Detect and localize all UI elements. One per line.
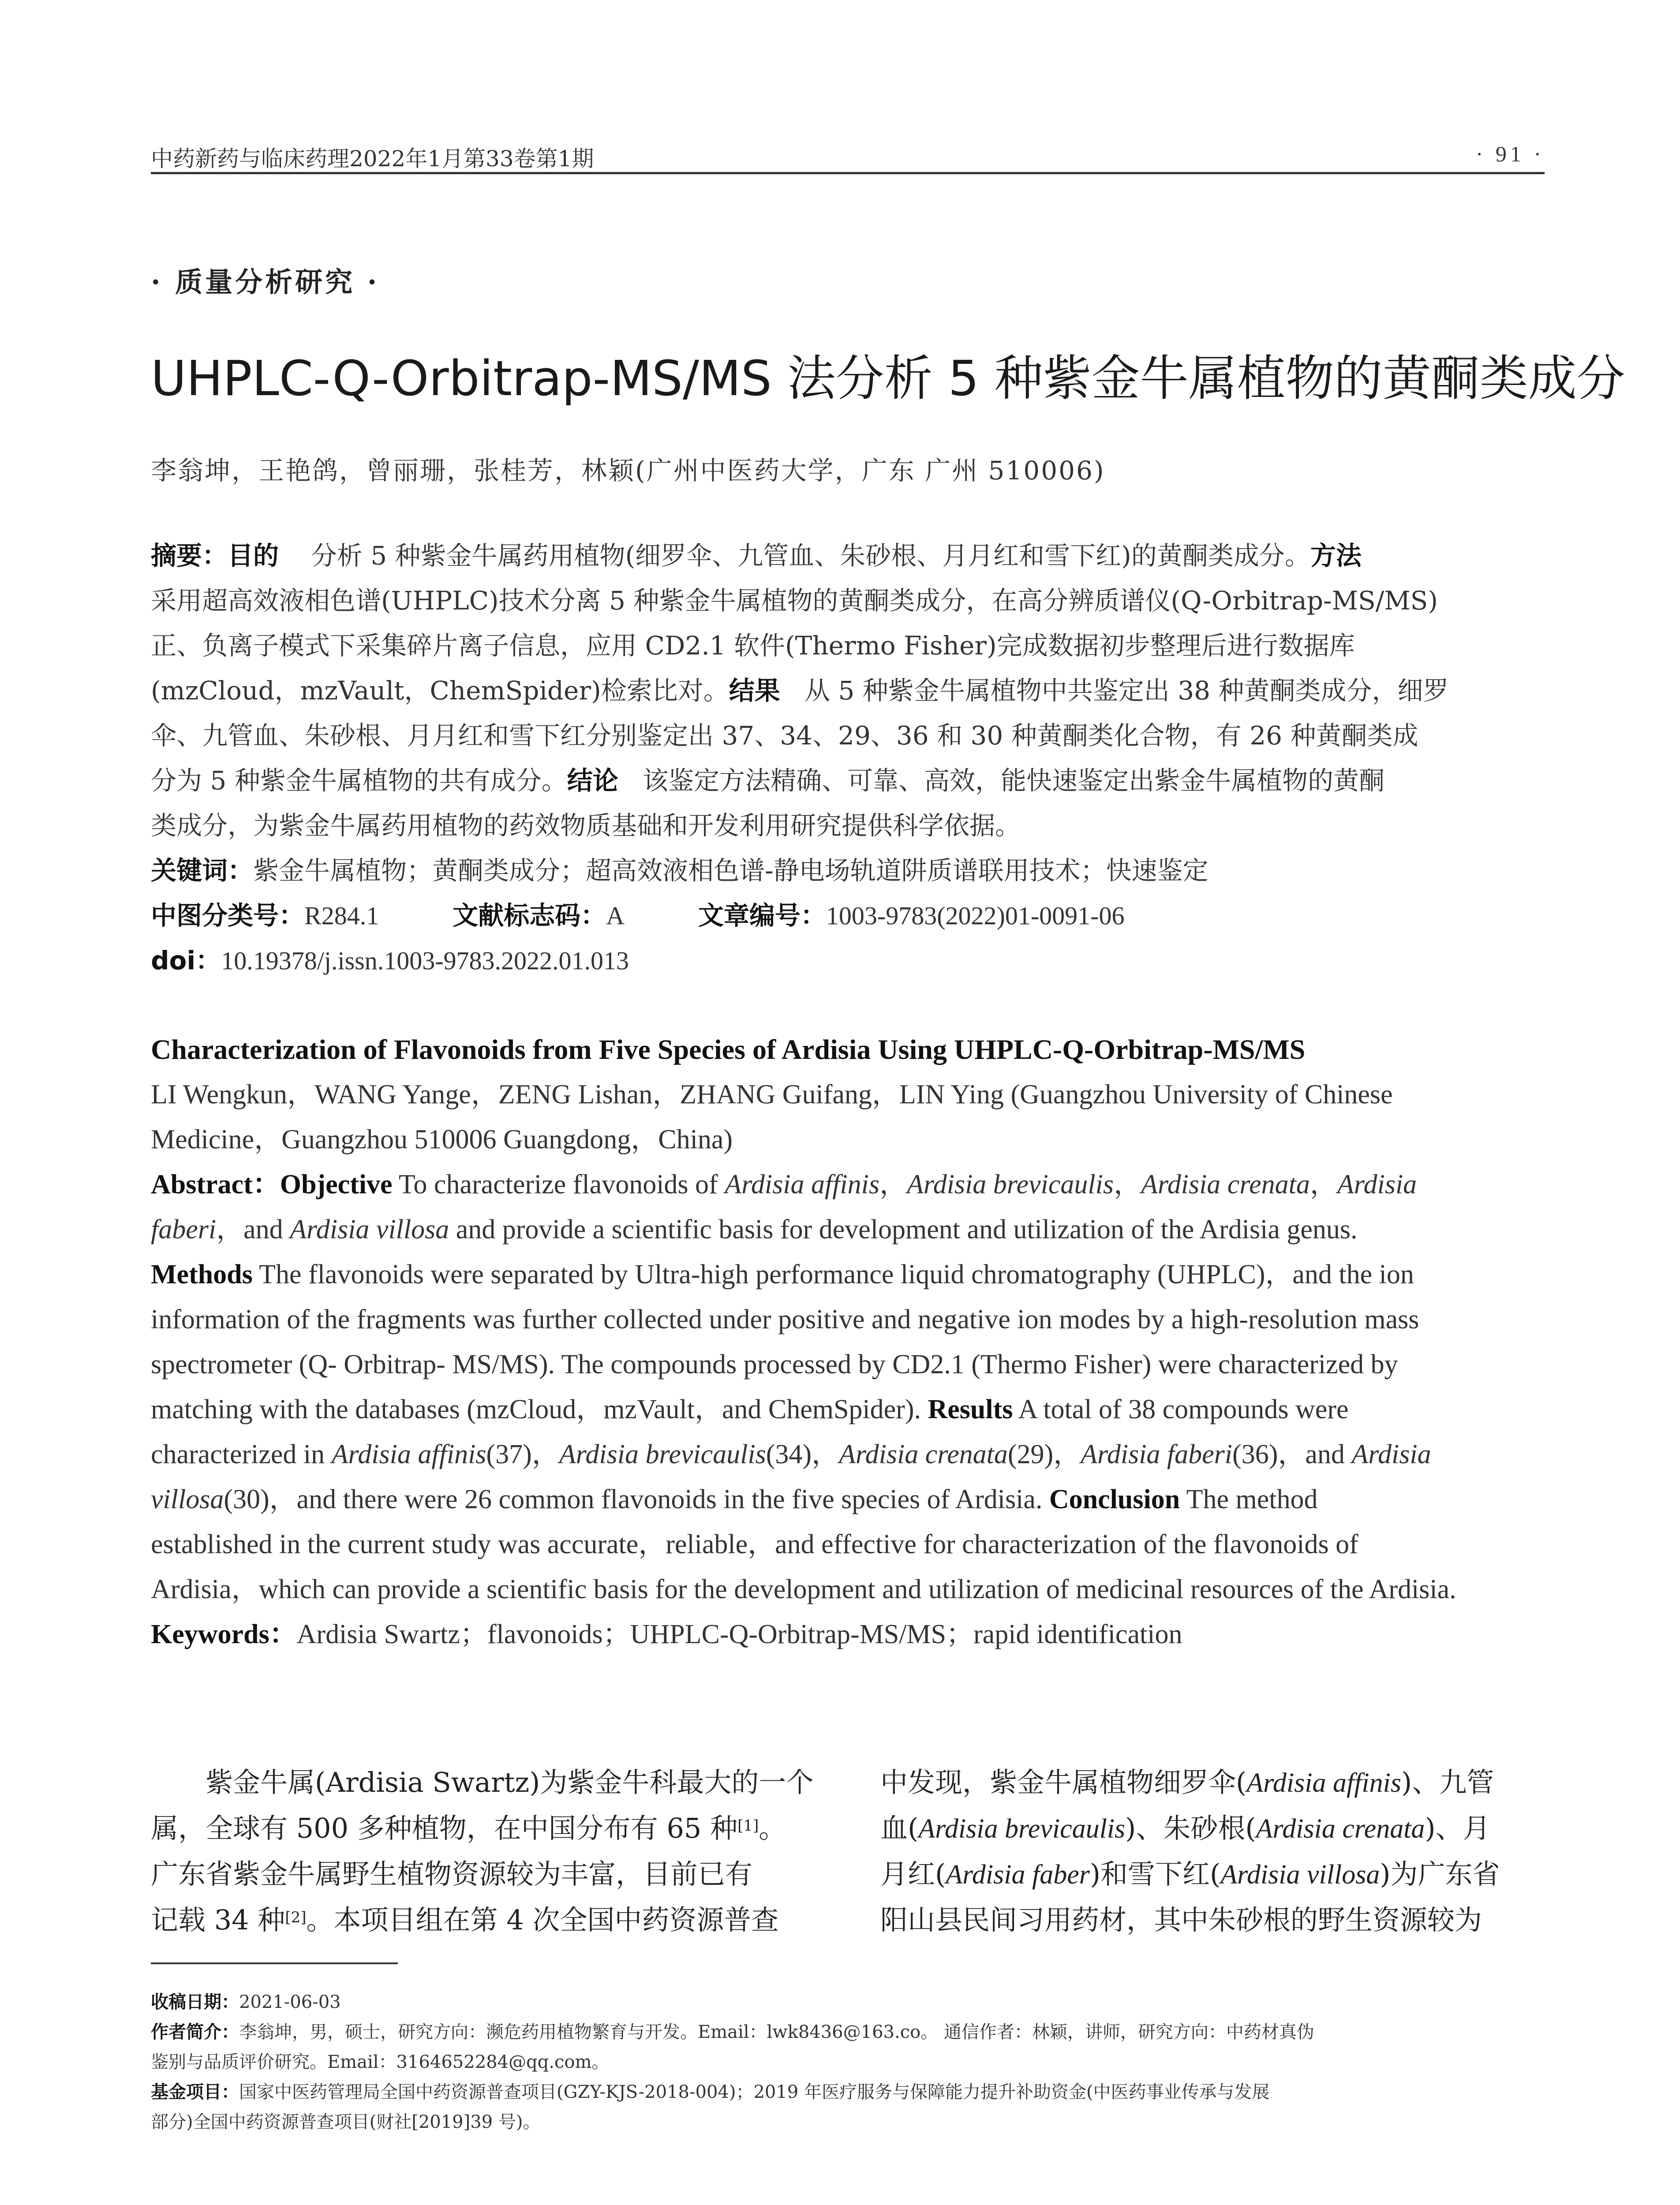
article-title: UHPLC-Q-Orbitrap-MS/MS 法分析 5 种紫金牛属植物的黄酮类成分 bbox=[151, 350, 1625, 407]
english-abstract-line-6: matching with the databases (mzCloud，mzVault，and ChemSpider). Results A total of 38 compounds were bbox=[151, 1394, 1349, 1424]
english-abstract-line-5: spectrometer (Q- Orbitrap- MS/MS). The compounds processed by CD2.1 (Thermo Fisher) were characterized by bbox=[151, 1349, 1398, 1379]
abstract-cn-line-7: 类成分，为紫金牛属药用植物的药效物质基础和开发利用研究提供科学依据。 bbox=[151, 811, 1021, 841]
english-title: Characterization of Flavonoids from Five Species of Ardisia Using UHPLC-Q-Orbitrap-MS/MS bbox=[151, 1034, 1306, 1065]
english-abstract-line-1: Abstract：Objective To characterize flavonoids of Ardisia affinis，Ardisia brevicaulis，Ardisia crenata，Ardisia bbox=[151, 1170, 1417, 1200]
footnote-author-line-2: 鉴别与品质评价研究。Email：3164652284@qq.com。 bbox=[151, 2052, 610, 2072]
abstract-cn-line-4: (mzCloud，mzVault，ChemSpider)检索比对。结果 从 5 种紫金牛属植物中共鉴定出 38 种黄酮类成分，细罗 bbox=[151, 676, 1449, 706]
running-head bbox=[151, 137, 1545, 172]
classification-line: 中图分类号：R284.1 文献标志码：A 文章编号：1003-9783(2022)01-0091-06 bbox=[151, 901, 1125, 931]
body-left-line-1: 紫金牛属(Ardisia Swartz)为紫金牛科最大的一个 bbox=[206, 1766, 814, 1798]
english-abstract-line-8: villosa(30)，and there were 26 common flavonoids in the five species of Ardisia. Conclusion The method bbox=[151, 1484, 1318, 1514]
body-right-line-3: 月红(Ardisia faber)和雪下红(Ardisia villosa)为广东省 bbox=[880, 1858, 1500, 1890]
body-left-line-2: 属，全球有 500 多种植物，在中国分布有 65 种[1]。 bbox=[151, 1812, 786, 1844]
english-authors-line-1: LI Wengkun，WANG Yange，ZENG Lishan，ZHANG Guifang，LIN Ying (Guangzhou University of Chinese bbox=[151, 1080, 1393, 1110]
authors-affiliation-cn: 李翁坤，王艳鸽，曾丽珊，张桂芳，林颖(广州中医药大学，广东 广州 510006) bbox=[151, 456, 1105, 486]
journal-issue: 中药新药与临床药理2022年1月第33卷第1期 bbox=[151, 146, 594, 172]
footnote-rule bbox=[151, 1962, 398, 1964]
footnote-fund-line-1: 基金项目：国家中医药管理局全国中药资源普查项目(GZY-KJS-2018-004)；2019 年医疗服务与保障能力提升补助资金(中医药事业传承与发展 bbox=[151, 2082, 1270, 2102]
citation-2: [2] bbox=[285, 1909, 307, 1926]
abstract-cn-line-1: 摘要：目的 分析 5 种紫金牛属药用植物(细罗伞、九管血、朱砂根、月月红和雪下红)的黄酮类成分。方法 bbox=[151, 541, 1362, 571]
page-number: · 91 · bbox=[1475, 142, 1545, 166]
body-right-line-4: 阳山县民间习用药材，其中朱砂根的野生资源较为 bbox=[880, 1904, 1482, 1936]
english-abstract-line-2: faberi，and Ardisia villosa and provide a scientific basis for development and utilization of the Ardisia genus. bbox=[151, 1215, 1358, 1245]
english-abstract-line-9: established in the current study was accurate，reliable，and effective for characterization of the flavonoids of bbox=[151, 1529, 1358, 1559]
section-label: · 质量分析研究 · bbox=[151, 266, 380, 298]
abstract-cn-line-3: 正、负离子模式下采集碎片离子信息，应用 CD2.1 软件(Thermo Fisher)完成数据初步整理后进行数据库 bbox=[151, 631, 1355, 661]
body-right-line-1: 中发现，紫金牛属植物细罗伞(Ardisia affinis)、九管 bbox=[880, 1766, 1494, 1798]
abstract-cn-line-2: 采用超高效液相色谱(UHPLC)技术分离 5 种紫金牛属植物的黄酮类成分，在高分辨质谱仪(Q-Orbitrap-MS/MS) bbox=[151, 586, 1438, 616]
english-abstract-line-7: characterized in Ardisia affinis(37)，Ardisia brevicaulis(34)，Ardisia crenata(29)，Ardisia faberi(36)，and Ardisia bbox=[151, 1439, 1431, 1469]
header-rule bbox=[151, 172, 1545, 174]
english-authors-line-2: Medicine，Guangzhou 510006 Guangdong，China) bbox=[151, 1125, 733, 1155]
english-abstract-line-10: Ardisia，which can provide a scientific basis for the development and utilization of medicinal resources of the Ardisia. bbox=[151, 1574, 1456, 1604]
body-left-line-4: 记载 34 种[2]。本项目组在第 4 次全国中药资源普查 bbox=[151, 1904, 779, 1936]
citation-1: [1] bbox=[737, 1817, 759, 1835]
body-left-line-3: 广东省紫金牛属野生植物资源较为丰富，目前已有 bbox=[151, 1858, 753, 1890]
english-abstract-line-3: Methods The flavonoids were separated by Ultra-high performance liquid chromatography (UHPLC)，and the ion bbox=[151, 1259, 1414, 1289]
doi-line: doi：10.19378/j.issn.1003-9783.2022.01.013 bbox=[151, 946, 629, 975]
footnote-received: 收稿日期：2021-06-03 bbox=[151, 1992, 341, 2012]
footnote-author-line-1: 作者简介：李翁坤，男，硕士，研究方向：濒危药用植物繁育与开发。Email：lwk8436@163.co。 通信作者：林颖，讲师，研究方向：中药材真伪 bbox=[151, 2022, 1314, 2042]
english-keywords: Keywords：Ardisia Swartz；flavonoids；UHPLC-Q-Orbitrap-MS/MS；rapid identification bbox=[151, 1619, 1182, 1649]
keywords-cn: 关键词：紫金牛属植物；黄酮类成分；超高效液相色谱-静电场轨道阱质谱联用技术；快速鉴定 bbox=[151, 856, 1209, 886]
abstract-cn-line-5: 伞、九管血、朱砂根、月月红和雪下红分别鉴定出 37、34、29、36 和 30 种黄酮类化合物，有 26 种黄酮类成 bbox=[151, 721, 1418, 751]
abstract-cn-line-6: 分为 5 种紫金牛属植物的共有成分。结论 该鉴定方法精确、可靠、高效，能快速鉴定出紫金牛属植物的黄酮 bbox=[151, 766, 1385, 796]
english-abstract-line-4: information of the fragments was further collected under positive and negative ion modes by a high-resolution mass bbox=[151, 1304, 1419, 1334]
footnote-fund-line-2: 部分)全国中药资源普查项目(财社[2019]39 号)。 bbox=[151, 2112, 541, 2132]
body-right-line-2: 血(Ardisia brevicaulis)、朱砂根(Ardisia crenata)、月 bbox=[880, 1812, 1490, 1844]
